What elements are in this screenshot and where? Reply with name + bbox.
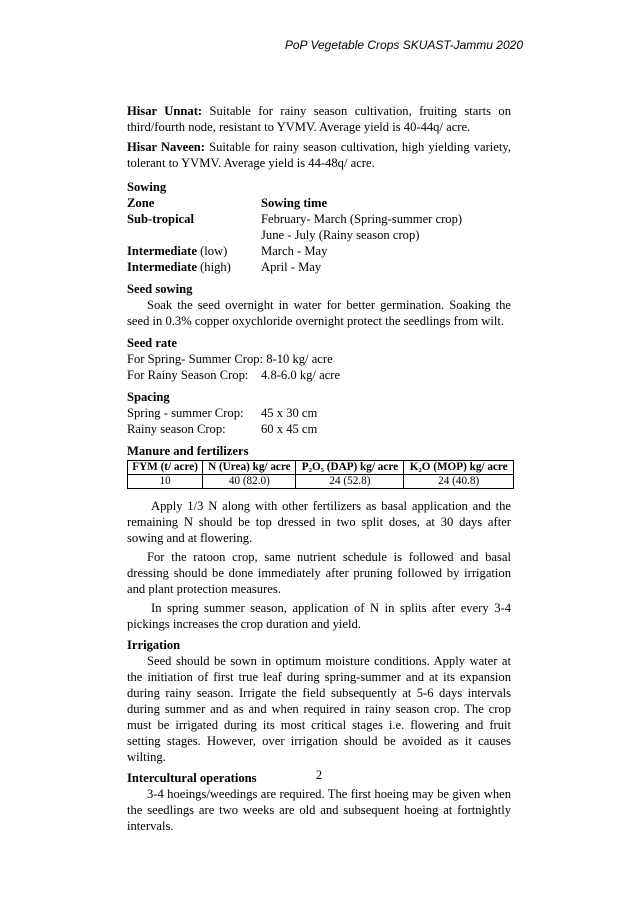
page-number: 2 bbox=[315, 768, 323, 782]
variety-description: Suitable for rainy season cultivation, fruiting starts on third/fourth node, resistant to YVMV. Average yield is 40-44q/ acre. bbox=[127, 104, 512, 134]
sowing-time: March - May bbox=[261, 244, 328, 258]
sowing-row bbox=[127, 243, 511, 259]
variety-description: Suitable for rainy season cultivation, high yielding variety, tolerant to YVMV. Average yield is 44-48q/ acre. bbox=[127, 140, 511, 170]
table-header-cell: N (Urea) kg/ acre bbox=[203, 461, 296, 475]
seed-sowing-text: Soak the seed overnight in water for better germination. Soaking the seed in 0.3% copper oxychloride overnight protect the seedlings from wilt. bbox=[127, 298, 511, 328]
sowing-time: June - July (Rainy season crop) bbox=[261, 228, 420, 242]
spacing-label: Spring - summer Crop: bbox=[127, 406, 244, 420]
fertilizer-paragraph: In spring summer season, application of N in splits after every 3-4 pickings increases the crop duration and yield. bbox=[127, 601, 511, 631]
zone-name: Intermediate bbox=[127, 260, 197, 274]
sowing-zone bbox=[127, 243, 261, 259]
sowing-zone bbox=[127, 227, 261, 243]
zone-name: Intermediate bbox=[127, 244, 197, 258]
fertilizer-paragraph: Apply 1/3 N along with other fertilizers as basal application and the remaining N should be top dressed in two split doses, at 30 days after sowing and at flowering. bbox=[127, 499, 511, 545]
sowing-row bbox=[127, 211, 511, 227]
section-title-manure: Manure and fertilizers bbox=[127, 444, 249, 458]
spacing-value: 45 x 30 cm bbox=[261, 406, 318, 420]
table-header-cell: P₂O₅ (DAP) kg/ acre bbox=[296, 461, 404, 475]
fertilizer-paragraph: For the ratoon crop, same nutrient schedule is followed and basal dressing should be done immediately after pruning followed by irrigation and plant protection measures. bbox=[127, 550, 511, 596]
intercultural-text: 3-4 hoeings/weedings are required. The first hoeing may be given when the seedlings are two weeks are old and subsequent hoeing at fortnightly intervals. bbox=[127, 787, 511, 833]
zone-name: Sub-tropical bbox=[127, 212, 194, 226]
spacing-row bbox=[127, 421, 511, 437]
sowing-time: April - May bbox=[261, 260, 322, 274]
table-cell: 10 bbox=[128, 475, 203, 489]
variety-hisar-naveen bbox=[127, 139, 511, 171]
spacing-label: Rainy season Crop: bbox=[127, 422, 226, 436]
table-row bbox=[128, 475, 514, 489]
section-title-intercultural: Intercultural operations bbox=[127, 771, 257, 785]
fertilizer-table bbox=[127, 460, 514, 489]
sowing-zone bbox=[127, 211, 261, 227]
table-header-cell: FYM (t/ acre) bbox=[128, 461, 203, 475]
section-title-spacing: Spacing bbox=[127, 390, 170, 404]
seed-rate-value: 4.8-6.0 kg/ acre bbox=[261, 368, 341, 382]
seed-rate-label: For Spring- Summer Crop: bbox=[127, 352, 267, 366]
sowing-zone bbox=[127, 259, 261, 275]
seed-rate-value: 8-10 kg/ acre bbox=[266, 352, 333, 366]
irrigation-text: Seed should be sown in optimum moisture conditions. Apply water at the initiation of first true leaf during spring-summer and at its expansion during rainy season. Irrigate the field subsequently at 5-6 days intervals during summer and as and when required in rainy season crop. The crop must be irrigated during its most critical stages i.e. flowering and fruit setting stages. However, over irrigation should be avoided as it causes wilting. bbox=[127, 654, 511, 764]
sowing-col-time: Sowing time bbox=[261, 196, 328, 210]
variety-name: Hisar Naveen: bbox=[127, 140, 205, 154]
section-title-seed-sowing: Seed sowing bbox=[127, 282, 193, 296]
section-title-seed-rate: Seed rate bbox=[127, 336, 178, 350]
section-title-sowing: Sowing bbox=[127, 180, 167, 194]
spacing-row bbox=[127, 405, 511, 421]
variety-hisar-unnat bbox=[127, 103, 511, 135]
seed-rate-row bbox=[127, 351, 511, 367]
sowing-row bbox=[127, 259, 511, 275]
table-cell: 40 (82.0) bbox=[203, 475, 296, 489]
running-header: PoP Vegetable Crops SKUAST-Jammu 2020 bbox=[284, 38, 523, 52]
seed-rate-row bbox=[127, 367, 511, 383]
page-content bbox=[127, 103, 511, 834]
table-cell: 24 (52.8) bbox=[296, 475, 404, 489]
section-title-irrigation: Irrigation bbox=[127, 638, 181, 652]
table-header-row bbox=[128, 461, 514, 475]
spacing-value: 60 x 45 cm bbox=[261, 422, 318, 436]
sowing-col-zone: Zone bbox=[127, 196, 155, 210]
zone-suffix: (low) bbox=[196, 244, 228, 258]
sowing-time: February- March (Spring-summer crop) bbox=[261, 212, 463, 226]
table-cell: 24 (40.8) bbox=[404, 475, 514, 489]
sowing-row bbox=[127, 227, 511, 243]
table-header-cell: K₂O (MOP) kg/ acre bbox=[404, 461, 514, 475]
variety-name: Hisar Unnat: bbox=[127, 104, 203, 118]
sowing-header-row bbox=[127, 195, 511, 211]
zone-suffix: (high) bbox=[196, 260, 231, 274]
seed-rate-label: For Rainy Season Crop: bbox=[127, 368, 249, 382]
